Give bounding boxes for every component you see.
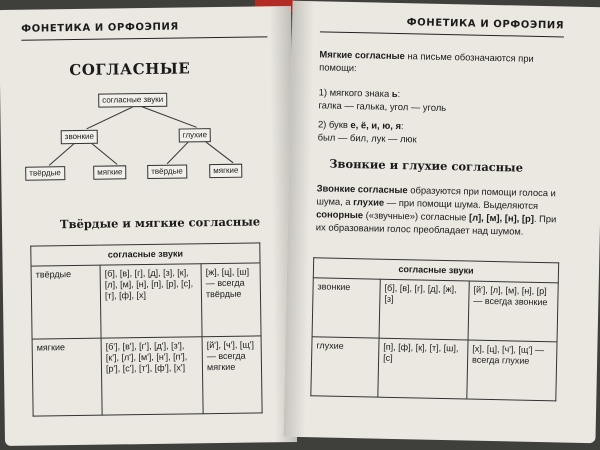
unpaired-consonants: [й'], [ч'], [щ'] — всегда мягкие (202, 336, 262, 414)
item-example: был — бил, лук — люк (317, 131, 417, 145)
running-head-right: ФОНЕТИКА И ОРФОЭПИЯ (406, 17, 565, 32)
bold-term: глухие (353, 196, 385, 208)
vowel-letters-item (318, 117, 558, 148)
tree-soft-node-1: мягкие (93, 165, 126, 179)
header-rule (320, 31, 564, 37)
item-suffix: : (400, 120, 404, 132)
table-row (32, 336, 262, 416)
row-label: звонкие (312, 278, 380, 338)
row-label: твёрдые (31, 265, 101, 339)
item-letters: е, ё, и, ю, я (350, 119, 402, 132)
soft-consonants-intro (319, 47, 559, 78)
row-label: мягкие (32, 338, 102, 416)
voiced-voiceless-table (310, 257, 559, 401)
running-head-left: ФОНЕТИКА И ОРФОЭПИЯ (21, 21, 179, 35)
right-page (283, 1, 600, 443)
section-title-hard-soft: Твёрдые и мягкие согласные (59, 214, 261, 232)
left-page (0, 6, 297, 446)
voiced-voiceless-paragraph (316, 181, 563, 238)
paired-consonants: [п], [ф], [к], [т], [ш], [с] (378, 338, 468, 399)
tree-hard-node-1: твёрдые (25, 166, 65, 181)
tree-soft-node-2: мягкие (209, 164, 242, 178)
para-text: . При их образовании голос преобладает над шумом. (315, 212, 557, 237)
unpaired-consonants: [ж], [ц], [ш] — всегда твёрдые (201, 263, 261, 337)
hard-soft-table (30, 242, 262, 416)
table-row (312, 278, 558, 342)
tree-voiced-node: звонкие (61, 130, 98, 145)
bold-term: сонорные (316, 208, 364, 221)
item-letter: ь (391, 87, 398, 99)
paired-consonants: [б'], [в'], [г'], [д'], [з'], [к'], [л'], [м'], [н'], [п'], [р'], [с'], [т'], [ф'], [х'] (101, 337, 203, 415)
item-text: 1) мягкого знака (318, 86, 392, 99)
unpaired-consonants: [х], [ц], [ч'], [щ'] — всегда глухие (467, 340, 557, 401)
table-header: согласные звуки (313, 258, 558, 283)
row-label: глухие (311, 337, 379, 397)
soft-sign-item (318, 85, 558, 116)
tree-hard-node-2: твёрдые (147, 164, 187, 179)
para-text: — при помощи шума. Выделяются (384, 196, 539, 211)
table-row (31, 263, 261, 339)
table-header: согласные звуки (31, 243, 260, 266)
tree-voiceless-node: глухие (179, 128, 212, 142)
tree-root-node: согласные звуки (98, 93, 167, 108)
table-row (311, 337, 557, 401)
section-title-voiced-voiceless: Звонкие и глухие согласные (329, 156, 524, 175)
page-title: СОГЛАСНЫЕ (69, 59, 191, 80)
bold-term: Мягкие согласные (319, 48, 405, 62)
intro-text: на письме обозначаются при помощи: (319, 50, 534, 74)
bold-term: [л], [м], [н], [р] (468, 211, 535, 224)
para-text: («звучные») согласные (362, 209, 470, 223)
item-text: 2) букв (317, 118, 351, 131)
unpaired-consonants: [й'], [л], [м], [н], [р] — всегда звонкие (468, 281, 558, 342)
item-example: галка — галька, угол — уголь (318, 99, 447, 114)
bold-term: Звонкие согласные (316, 182, 408, 196)
paired-consonants: [б], [в], [г], [д], [ж], [з] (379, 279, 469, 340)
item-suffix: : (397, 88, 401, 100)
paired-consonants: [б], [в], [г], [д], [з], [к], [л], [м], [н], [п], [р], [с], [т], [ф], [х] (100, 264, 202, 338)
para-text: образуются при помощи голоса и шума, а (316, 184, 556, 208)
